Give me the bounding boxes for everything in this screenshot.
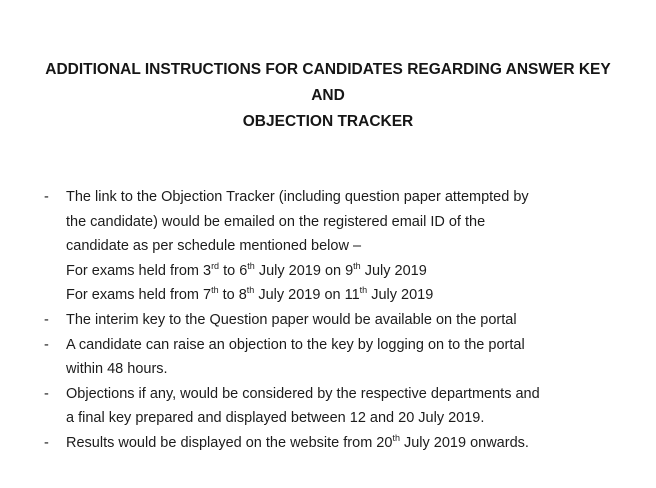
ordinal-superscript: th: [359, 285, 368, 296]
title-line-2: OBJECTION TRACKER: [242, 113, 414, 130]
instruction-text: [66, 382, 626, 431]
bullet-dash: -: [44, 189, 49, 205]
instruction-text: [66, 333, 626, 382]
instruction-text: [66, 431, 626, 456]
instruction-line: For exams held from 3rd to 6th July 2019 on 9th July 2019: [66, 260, 427, 279]
instruction-line: The link to the Objection Tracker (including question paper attempted by: [66, 189, 529, 205]
instruction-line: a final key prepared and displayed between 12 and 20 July 2019.: [66, 410, 485, 427]
instruction-line: A candidate can raise an objection to the key by logging on to the portal: [66, 336, 525, 353]
instruction-item: [44, 185, 656, 308]
instruction-item: [44, 382, 656, 431]
bullet-dash: -: [44, 311, 49, 328]
ordinal-superscript: th: [392, 432, 400, 443]
ordinal-superscript: rd: [211, 260, 220, 271]
ordinal-superscript: th: [211, 285, 219, 296]
instruction-line: Objections if any, would be considered by the respective departments and: [66, 385, 540, 402]
bullet-dash: -: [44, 385, 49, 402]
document-title: [0, 57, 656, 135]
instruction-line: candidate as per schedule mentioned below –: [66, 238, 362, 255]
instruction-line: The interim key to the Question paper would be available on the portal: [66, 311, 517, 328]
ordinal-superscript: th: [247, 260, 255, 271]
instruction-text: [66, 185, 626, 308]
bullet-dash: -: [44, 336, 49, 353]
title-line-1: ADDITIONAL INSTRUCTIONS FOR CANDIDATES REGARDING ANSWER KEY AND: [45, 61, 611, 104]
instruction-line: the candidate) would be emailed on the registered email ID of the: [66, 213, 486, 230]
instruction-item: [44, 308, 656, 333]
instruction-line: Results would be displayed on the website from 20th July 2019 onwards.: [66, 432, 529, 451]
instruction-line: For exams held from 7th to 8th July 2019 on 11th July 2019: [66, 285, 434, 304]
bullet-dash: -: [44, 434, 49, 451]
instruction-item: [44, 333, 656, 382]
instruction-item: [44, 431, 656, 456]
instruction-text: [66, 308, 626, 333]
instruction-line: within 48 hours.: [66, 361, 168, 378]
instruction-list: [0, 185, 656, 456]
ordinal-superscript: th: [246, 285, 255, 296]
ordinal-superscript: th: [353, 260, 361, 271]
